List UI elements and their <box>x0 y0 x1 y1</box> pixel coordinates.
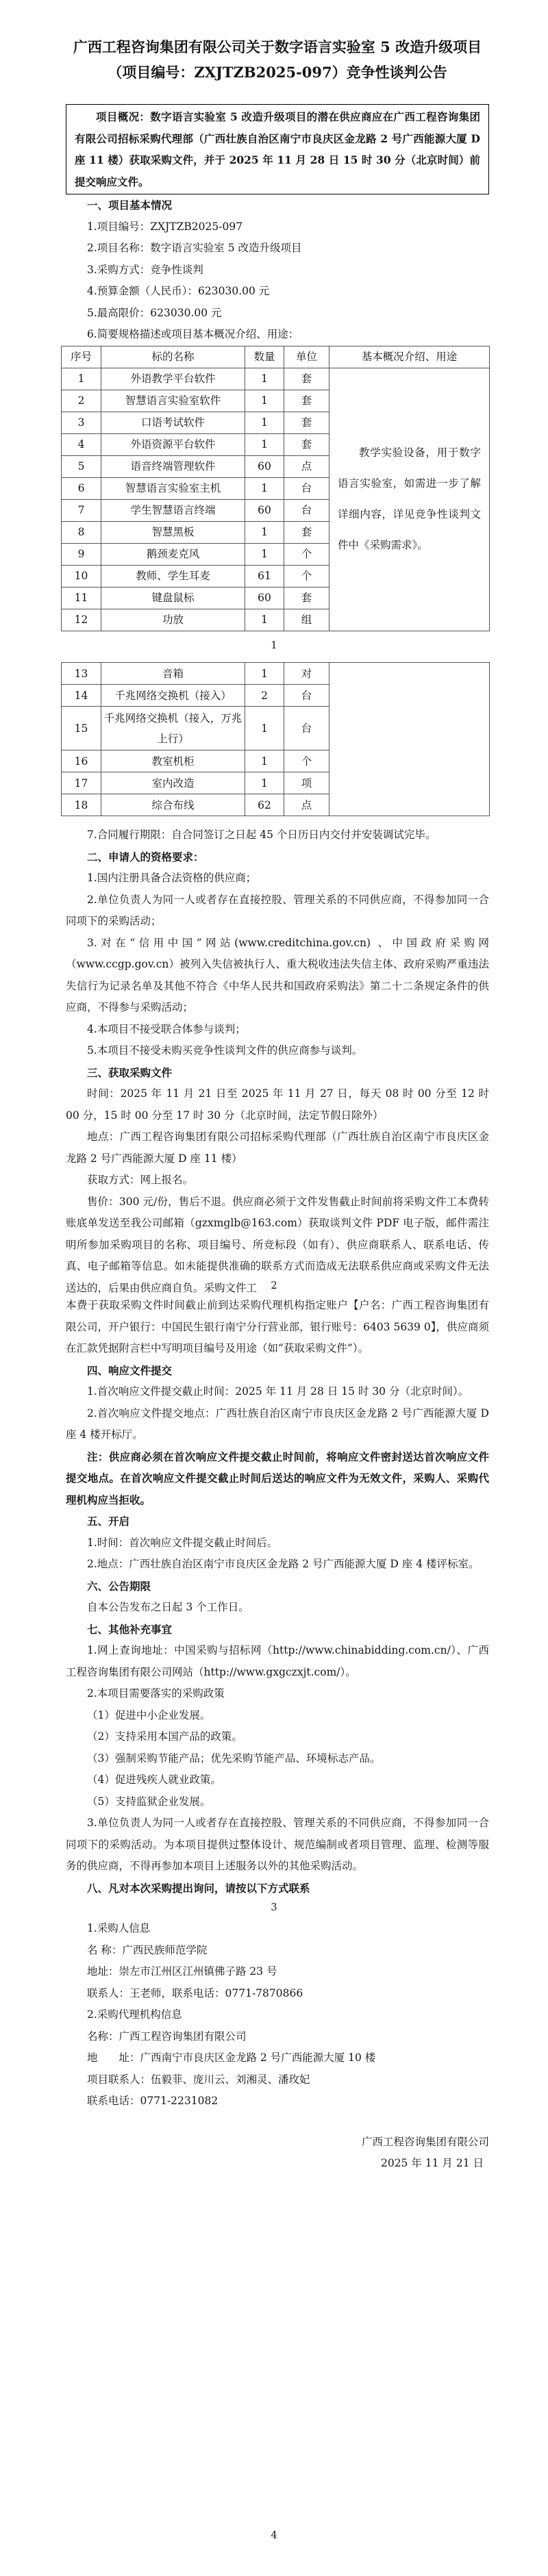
col-header-unit: 单位 <box>284 346 329 368</box>
cell-name: 教师、学生耳麦 <box>101 565 245 587</box>
page-number: 1 <box>271 640 277 651</box>
cell-qty: 1 <box>245 543 284 565</box>
page-2 <box>0 651 548 1294</box>
document-title-line1: 广西工程咨询集团有限公司关于数字语言实验室 5 改造升级项目 <box>73 38 482 55</box>
signature-date: 2025 年 11 月 21 日 <box>380 2157 484 2169</box>
section1-item-budget: 4.预算金额（人民币）：623030.00 元 <box>87 285 270 297</box>
signature-company: 广西工程咨询集团有限公司 <box>361 2135 489 2148</box>
page-number: 3 <box>271 1902 277 1913</box>
section1-heading: 一、项目基本情况 <box>87 199 173 212</box>
policy-item-2: （2）支持采用本国产品的政策。 <box>87 1730 242 1743</box>
cell-qty: 1 <box>245 707 284 750</box>
cell-name: 千兆网络交换机（接入，万兆上行） <box>101 707 245 750</box>
document-title <box>66 0 489 85</box>
cell-seq: 9 <box>62 543 101 565</box>
cell-qty: 60 <box>245 587 284 609</box>
cell-qty: 1 <box>245 663 284 685</box>
cell-unit: 点 <box>284 794 329 816</box>
agent-address: 地 址：广西南宁市良庆区金龙路 2 号广西能源大厦 10 楼 <box>87 2051 376 2064</box>
section2-item-2: 2.单位负责人为同一人或者存在直接控股、管理关系的不同供应商，不得参加同一合同项下的采购活动； <box>66 893 489 927</box>
policy-item-4: （4）促进残疾人就业政策。 <box>87 1773 221 1786</box>
page-1 <box>0 0 548 651</box>
agent-name: 名称：广西工程咨询集团有限公司 <box>87 2030 247 2043</box>
cell-seq: 2 <box>62 390 101 412</box>
section4-item-2: 2.首次响应文件提交地点：广西壮族自治区南宁市良庆区金龙路 2 号广西能源大厦 D 座 4 楼开标厅。 <box>66 1406 489 1441</box>
cell-name: 功放 <box>101 609 245 631</box>
cell-seq: 10 <box>62 565 101 587</box>
cell-seq: 17 <box>62 772 101 794</box>
section5-item-2: 2.地点：广西壮族自治区南宁市良庆区金龙路 2 号广西能源大厦 D 座 4 楼评标室。 <box>87 1558 480 1570</box>
cell-unit: 台 <box>284 477 329 499</box>
section1-item-project-number: 1.项目编号：ZXJTZB2025-097 <box>87 220 243 233</box>
cell-unit: 个 <box>284 750 329 772</box>
para-doc-method: 获取方式：网上报名。 <box>87 1174 194 1186</box>
cell-name: 音箱 <box>101 663 245 685</box>
cell-qty: 1 <box>245 521 284 543</box>
cell-qty: 62 <box>245 794 284 816</box>
cell-name: 千兆网络交换机（接入） <box>101 685 245 707</box>
section7-heading: 七、其他补充事宜 <box>87 1622 173 1636</box>
cell-qty: 1 <box>245 750 284 772</box>
col-header-seq: 序号 <box>62 346 101 368</box>
document-title-line2: （项目编号：ZXJTZB2025-097）竞争性谈判公告 <box>108 64 447 81</box>
cell-unit: 个 <box>284 565 329 587</box>
project-overview-box <box>66 104 489 194</box>
goods-table-part2 <box>61 662 490 816</box>
section6-text: 自本公告发布之日起 3 个工作日。 <box>87 1601 249 1613</box>
cell-qty: 60 <box>245 455 284 477</box>
page-3 <box>0 1294 548 1917</box>
cell-name: 室内改造 <box>101 772 245 794</box>
cell-unit: 套 <box>284 390 329 412</box>
cell-name: 学生智慧语言终端 <box>101 499 245 521</box>
cell-name: 语音终端管理软件 <box>101 455 245 477</box>
section2-heading: 二、申请人的资格要求： <box>87 850 204 863</box>
cell-seq: 4 <box>62 433 101 455</box>
cell-seq: 8 <box>62 521 101 543</box>
cell-name: 智慧语言实验室软件 <box>101 390 245 412</box>
cell-unit: 套 <box>284 521 329 543</box>
section5-heading: 五、开启 <box>87 1515 130 1528</box>
goods-table-part1 <box>61 346 490 631</box>
cell-unit: 个 <box>284 543 329 565</box>
cell-seq: 5 <box>62 455 101 477</box>
section1-item-method: 3.采购方式：竞争性谈判 <box>87 263 203 276</box>
section3-heading: 三、获取采购文件 <box>87 1065 173 1079</box>
table-row <box>62 663 490 685</box>
buyer-name: 名 称：广西民族师范学院 <box>87 1943 208 1956</box>
cell-unit: 套 <box>284 587 329 609</box>
cell-seq: 1 <box>62 368 101 390</box>
cell-unit: 项 <box>284 772 329 794</box>
cell-unit: 套 <box>284 412 329 433</box>
cell-seq: 12 <box>62 609 101 631</box>
cell-unit: 组 <box>284 609 329 631</box>
section2-item-4: 4.本项目不接受联合体参与谈判； <box>87 1022 246 1035</box>
section2-item-1: 1.国内注册具备合法资格的供应商； <box>87 872 257 884</box>
section7-item-2: 2.本项目需要落实的采购政策 <box>87 1687 225 1700</box>
cell-unit: 对 <box>284 663 329 685</box>
table-row <box>62 368 490 390</box>
cell-name: 综合布线 <box>101 794 245 816</box>
goods-summary-cell: 教学实验设备，用于数字语言实验室，如需进一步了解详细内容，详见竞争性谈判文件中《采购需求》。 <box>329 368 490 631</box>
section4-note: 注：供应商必须在首次响应文件提交截止时间前，将响应文件密封送达首次响应文件提交地点。在首次响应文件提交截止时间后送达的响应文件为无效文件，采购人、采购代理机构应当拒收。 <box>66 1450 489 1506</box>
section4-item-1: 1.首次响应文件提交截止时间：2025 年 11 月 28 日 15 时 30 分（北京时间）。 <box>87 1385 469 1398</box>
cell-seq: 16 <box>62 750 101 772</box>
section5-item-1: 1.时间：首次响应文件提交截止时间后。 <box>87 1536 278 1549</box>
col-header-summary: 基本概况介绍、用途 <box>329 346 490 368</box>
cell-name: 教室机柜 <box>101 750 245 772</box>
cell-seq: 18 <box>62 794 101 816</box>
cell-seq: 7 <box>62 499 101 521</box>
section2-item-3: 3.对在“信用中国”网站(www.creditchina.gov.cn) 、中国政府采购网（www.ccgp.gov.cn）被列入失信被执行人、重大税收违法失信主体、政府采购严重违法失信行为记录名单及其他不符合《中华人民共和国政府采购法》第二十二条规定条件的供应商，不得参与采购活动； <box>66 936 489 1013</box>
cell-name: 智慧语言实验室主机 <box>101 477 245 499</box>
cell-unit: 台 <box>284 707 329 750</box>
page-number: 2 <box>271 1280 277 1291</box>
cell-name: 鹅颈麦克风 <box>101 543 245 565</box>
table-header-row <box>62 346 490 368</box>
section4-heading: 四、响应文件提交 <box>87 1363 173 1377</box>
cell-name: 口语考试软件 <box>101 412 245 433</box>
cell-seq: 11 <box>62 587 101 609</box>
cell-qty: 2 <box>245 685 284 707</box>
cell-unit: 点 <box>284 455 329 477</box>
buyer-heading: 1.采购人信息 <box>87 1922 151 1934</box>
cell-qty: 1 <box>245 772 284 794</box>
policy-item-5: （5）支持监狱企业发展。 <box>87 1795 211 1808</box>
policy-item-1: （1）促进中小企业发展。 <box>87 1708 211 1721</box>
cell-qty: 60 <box>245 499 284 521</box>
section7-item-3: 3.单位负责人为同一人或者存在直接控股、管理关系的不同供应商，不得参加同一合同项下的采购活动。为本项目提供过整体设计、规范编制或者项目管理、监理、检测等服务的供应商，不得再参加本项目上述服务以外的其他采购活动。 <box>66 1817 489 1872</box>
page-4 <box>0 1917 548 2576</box>
agent-contacts: 项目联系人：伍毅菲、庞川云、刘湘灵、潘玫妃 <box>87 2073 310 2086</box>
cell-seq: 3 <box>62 412 101 433</box>
cell-qty: 1 <box>245 433 284 455</box>
section8-heading: 八、凡对本次采购提出询问，请按以下方式联系 <box>87 1881 310 1895</box>
section7-item-1: 1.网上查询地址：中国采购与招标网（http://www.chinabidding.com.cn/）、广西工程咨询集团有限公司网站（http://www.gxgczxjt.com/）。 <box>66 1644 489 1678</box>
cell-seq: 14 <box>62 685 101 707</box>
buyer-contact: 联系人：王老师，联系电话：0771-7870866 <box>87 1986 303 1999</box>
cell-seq: 13 <box>62 663 101 685</box>
section6-heading: 六、公告期限 <box>87 1579 151 1593</box>
para-doc-price-part1: 售价：300 元/份，售后不退。供应商必须于文件发售截止时间前将采购文件工本费转账底单发送至我公司邮箱（gzxmglb@163.com）获取谈判文件 PDF 电子版，邮件需注明所参加采购项目的名称、项目编号、所竞标段（如有）、供应商联系人、联系电话、传真、电子邮箱等信息。如未能提供准确的联系方式而造成无法联系供应商或采购文件无法送达的，后果由供应商自负。采购文件工 <box>66 1195 489 1294</box>
cell-unit: 套 <box>284 368 329 390</box>
goods-summary-cell-empty <box>329 663 490 816</box>
para-doc-time: 时间：2025 年 11 月 21 日至 2025 年 11 月 27 日，每天 08 时 00 分至 12 时 00 分，15 时 00 分至 17 时 30 分（北京时间，法定节假日除外） <box>66 1087 489 1122</box>
cell-seq: 6 <box>62 477 101 499</box>
cell-unit: 套 <box>284 433 329 455</box>
cell-name: 外语教学平台软件 <box>101 368 245 390</box>
cell-qty: 61 <box>245 565 284 587</box>
para-doc-price-part2: 本费于获取采购文件时间截止前到达采购代理机构指定账户【户名：广西工程咨询集团有限公司，开户银行：中国民生银行南宁分行营业部，银行账号：6403 5639 0】，供应商须在汇款凭据附言栏中写明项目编号及用途（如“获取采购文件”）。 <box>66 1299 489 1354</box>
agent-heading: 2.采购代理机构信息 <box>87 2008 182 2021</box>
cell-seq: 15 <box>62 707 101 750</box>
agent-phone: 联系电话：0771-2231082 <box>87 2095 219 2107</box>
section2-item-5: 5.本项目不接受未购买竞争性谈判文件的供应商参与谈判。 <box>87 1044 363 1057</box>
para-doc-location: 地点：广西工程咨询集团有限公司招标采购代理部（广西壮族自治区南宁市良庆区金龙路 2 号广西能源大厦 D 座 11 楼） <box>66 1131 489 1165</box>
para-contract-period: 7.合同履行期限：自合同签订之日起 45 个日历日内交付并安装调试完毕。 <box>87 829 436 841</box>
section1-item-spec-intro: 6.简要规格描述或项目基本概况介绍、用途： <box>87 328 299 340</box>
buyer-address: 地址：崇左市江州区江州镇佛子路 23 号 <box>87 1965 277 1978</box>
cell-name: 键盘鼠标 <box>101 587 245 609</box>
policy-item-3: （3）强制采购节能产品；优先采购节能产品、环境标志产品。 <box>87 1752 381 1765</box>
cell-name: 智慧黑板 <box>101 521 245 543</box>
col-header-name: 标的名称 <box>101 346 245 368</box>
section1-item-price-cap: 5.最高限价：623030.00 元 <box>87 306 222 319</box>
cell-qty: 1 <box>245 390 284 412</box>
cell-unit: 台 <box>284 499 329 521</box>
page-number: 4 <box>271 2530 277 2541</box>
section1-item-project-name: 2.项目名称：数字语言实验室 5 改造升级项目 <box>87 242 302 254</box>
cell-name: 外语资源平台软件 <box>101 433 245 455</box>
cell-qty: 1 <box>245 477 284 499</box>
cell-qty: 1 <box>245 368 284 390</box>
project-overview-text: 项目概况：数字语言实验室 5 改造升级项目的潜在供应商应在广西工程咨询集团有限公司招标采购代理部（广西壮族自治区南宁市良庆区金龙路 2 号广西能源大厦 D 座 11 楼）获取采购文件，并于 2025 年 11 月 28 日 15 时 30 分（北京时间）前提交响应文件。 <box>75 110 480 188</box>
cell-unit: 台 <box>284 685 329 707</box>
cell-qty: 1 <box>245 412 284 433</box>
col-header-qty: 数量 <box>245 346 284 368</box>
cell-qty: 1 <box>245 609 284 631</box>
